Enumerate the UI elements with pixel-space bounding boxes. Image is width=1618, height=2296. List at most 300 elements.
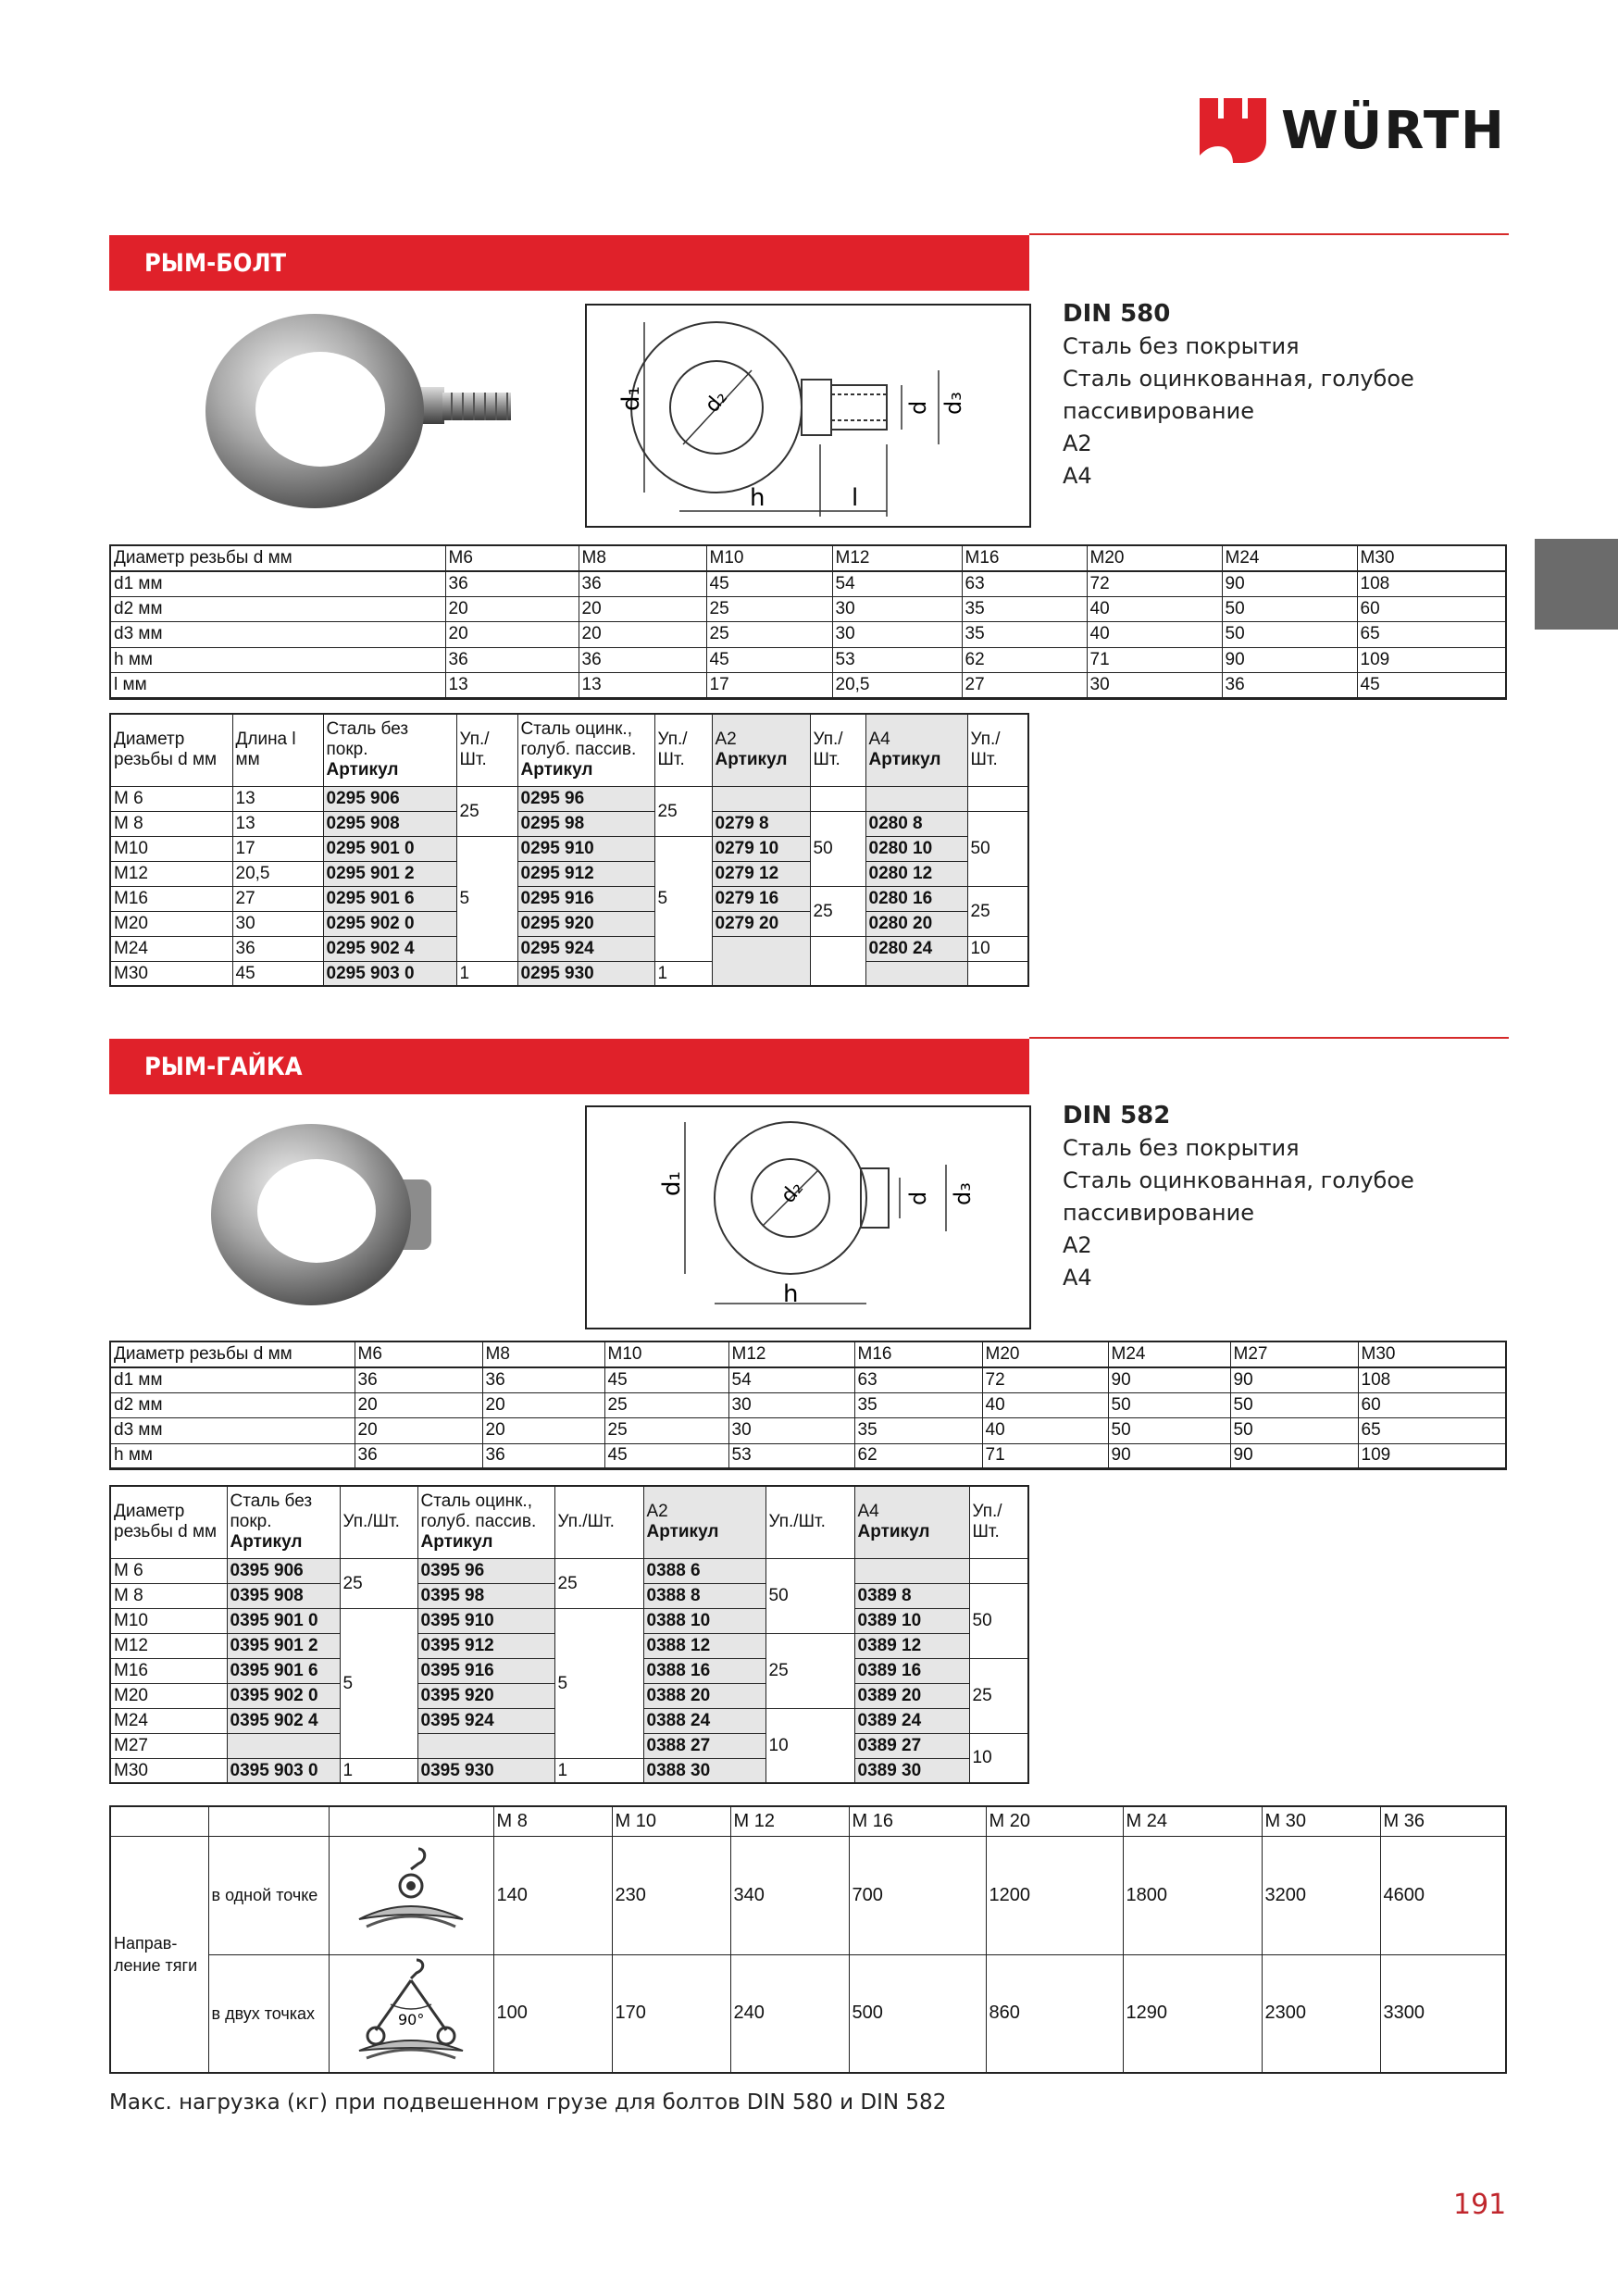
col-steel: Сталь без покр. Артикул <box>227 1486 340 1558</box>
dimension-value: 20 <box>579 622 706 648</box>
dimension-value: 90 <box>1222 571 1357 597</box>
col-pack: Уп./ Шт. <box>967 714 1028 786</box>
dimension-value: 72 <box>982 1367 1108 1393</box>
label-d1: d₁ <box>658 1171 686 1196</box>
dimension-value: 50 <box>1222 596 1357 622</box>
load-caption: Макс. нагрузка (кг) при подвешенном грузе для болтов DIN 580 и DIN 582 <box>109 2090 947 2115</box>
row-label: d3 мм <box>110 1418 355 1444</box>
dimension-value: 60 <box>1358 1392 1506 1418</box>
dimension-value: 30 <box>728 1392 854 1418</box>
cell-article: 0279 20 <box>712 911 810 936</box>
col-steel: Сталь без покр. Артикул <box>323 714 456 786</box>
max-load-table <box>109 1805 1507 2074</box>
table-row <box>110 1392 1506 1418</box>
cell-article: 0295 910 <box>517 836 654 861</box>
dimension-value: 20,5 <box>832 673 962 699</box>
dimension-value: 30 <box>832 622 962 648</box>
table-row <box>110 961 1028 986</box>
dimension-value: 30 <box>728 1418 854 1444</box>
size-header: M 24 <box>1123 1806 1262 1836</box>
dimension-value: M10 <box>604 1341 728 1367</box>
load-value: 1200 <box>986 1836 1123 1954</box>
cell-article: 0395 908 <box>227 1583 340 1608</box>
cell-article: 0395 906 <box>227 1558 340 1583</box>
cell-article <box>865 961 967 986</box>
chapter-tab <box>1535 539 1618 630</box>
cell-pack <box>969 1558 1028 1583</box>
load-value: 230 <box>612 1836 730 1954</box>
cell-dia: M20 <box>110 911 232 936</box>
load-value: 140 <box>493 1836 612 1954</box>
two-points-label: в двух точках <box>208 1954 329 2073</box>
cell-article: 0388 27 <box>643 1733 765 1758</box>
cell-article: 0395 916 <box>417 1658 554 1683</box>
cell-dia: M24 <box>110 936 232 961</box>
eye-bolt-dimensions-table <box>109 544 1507 700</box>
cell-pack: 25 <box>765 1633 854 1708</box>
row-label: d1 мм <box>110 571 445 597</box>
eye-nut-drawing <box>585 1105 1031 1329</box>
dimension-value: 36 <box>355 1443 482 1469</box>
col-zinc: Сталь оцинк., голуб. пассив. Артикул <box>417 1486 554 1558</box>
cell-len: 36 <box>232 936 323 961</box>
dimension-value: 90 <box>1230 1367 1358 1393</box>
cell-pack: 25 <box>969 1658 1028 1733</box>
cell-article: 0279 10 <box>712 836 810 861</box>
cell-pack: 5 <box>554 1608 643 1758</box>
load-value: 4600 <box>1380 1836 1506 1954</box>
cell-pack: 1 <box>554 1758 643 1783</box>
dimension-value: 40 <box>1087 596 1222 622</box>
cell-article: 0388 8 <box>643 1583 765 1608</box>
cell-article: 0280 20 <box>865 911 967 936</box>
direction-label: Направ- ление тяги <box>110 1836 208 2073</box>
cell-article: 0395 901 2 <box>227 1633 340 1658</box>
cell-len: 45 <box>232 961 323 986</box>
dimension-value: 27 <box>962 673 1087 699</box>
dimension-value: M10 <box>706 545 832 571</box>
table-row <box>110 647 1506 673</box>
cell-article <box>227 1733 340 1758</box>
table-row <box>110 596 1506 622</box>
section1-title <box>109 235 1029 291</box>
table-row <box>110 622 1506 648</box>
col-diameter: Диаметр резьбы d мм <box>110 1486 227 1558</box>
dimension-value: M8 <box>482 1341 604 1367</box>
dimension-value: 20 <box>355 1392 482 1418</box>
cell-article: 0395 910 <box>417 1608 554 1633</box>
cell-dia: M12 <box>110 1633 227 1658</box>
dimension-value: M16 <box>854 1341 982 1367</box>
row-label: d1 мм <box>110 1367 355 1393</box>
cell-article: 0395 901 0 <box>227 1608 340 1633</box>
dimension-value: M6 <box>445 545 579 571</box>
cell-article: 0395 924 <box>417 1708 554 1733</box>
cell-pack: 25 <box>810 886 865 936</box>
row-label: d2 мм <box>110 596 445 622</box>
dimension-value: 36 <box>355 1367 482 1393</box>
load-value: 700 <box>849 1836 986 1954</box>
cell-dia: M 6 <box>110 1558 227 1583</box>
dimension-value: 50 <box>1108 1418 1230 1444</box>
eye-bolt-drawing <box>585 304 1031 528</box>
size-header: M 20 <box>986 1806 1123 1836</box>
cell-len: 17 <box>232 836 323 861</box>
din-580-label: DIN 580 <box>1063 300 1171 328</box>
dimension-value: 109 <box>1357 647 1506 673</box>
table-row <box>110 836 1028 861</box>
cell-article: 0280 8 <box>865 811 967 836</box>
cell-dia: M30 <box>110 961 232 986</box>
cell-pack: 25 <box>456 786 517 836</box>
dimension-value: M24 <box>1108 1341 1230 1367</box>
dimension-value: M12 <box>832 545 962 571</box>
dimension-value: 36 <box>579 647 706 673</box>
dimension-value: 30 <box>832 596 962 622</box>
cell-article: 0395 902 0 <box>227 1683 340 1708</box>
dimension-value: 60 <box>1357 596 1506 622</box>
dimension-value: 25 <box>604 1418 728 1444</box>
cell-pack: 25 <box>967 886 1028 936</box>
cell-pack: 5 <box>340 1608 417 1758</box>
cell-pack: 10 <box>765 1708 854 1783</box>
load-value: 500 <box>849 1954 986 2073</box>
label-d1: d₁ <box>617 386 645 411</box>
dimension-value: 35 <box>962 596 1087 622</box>
cell-pack: 25 <box>654 786 712 836</box>
dimension-value: 35 <box>854 1392 982 1418</box>
cell-dia: M20 <box>110 1683 227 1708</box>
cell-dia: M 8 <box>110 811 232 836</box>
section2-description <box>1063 1100 1488 1294</box>
col-a4: A4 Артикул <box>854 1486 969 1558</box>
dimension-value: 45 <box>706 571 832 597</box>
cell-article: 0388 6 <box>643 1558 765 1583</box>
dimension-value: 90 <box>1108 1443 1230 1469</box>
label-h: h <box>750 484 765 512</box>
size-header: M 36 <box>1380 1806 1506 1836</box>
cell-article: 0279 8 <box>712 811 810 836</box>
cell-article: 0389 24 <box>854 1708 969 1733</box>
eye-nut-dimensions-table <box>109 1341 1507 1470</box>
col-pack: Уп./Шт. <box>765 1486 854 1558</box>
dimension-value: 20 <box>482 1418 604 1444</box>
cell-article: 0295 906 <box>323 786 456 811</box>
cell-pack: 50 <box>765 1558 854 1633</box>
brand-name: WÜRTH <box>1281 101 1506 161</box>
dimension-value: 63 <box>854 1367 982 1393</box>
dimension-value: 36 <box>445 647 579 673</box>
section2-title-text: РЫМ-ГАЙКА <box>144 1052 303 1081</box>
dimension-value: 30 <box>1087 673 1222 699</box>
section2-title <box>109 1039 1029 1094</box>
load-value: 2300 <box>1262 1954 1380 2073</box>
size-header: M 30 <box>1262 1806 1380 1836</box>
load-value: 340 <box>730 1836 849 1954</box>
cell-article: 0295 920 <box>517 911 654 936</box>
col-pack: Уп./ Шт. <box>456 714 517 786</box>
table-row <box>110 1341 1506 1367</box>
dimension-value: 13 <box>579 673 706 699</box>
dimension-value: M16 <box>962 545 1087 571</box>
eye-nut-article-table <box>109 1485 1029 1784</box>
cell-article: 0388 30 <box>643 1758 765 1783</box>
dimension-value: M12 <box>728 1341 854 1367</box>
desc-line: пассивирование <box>1063 398 1254 424</box>
dimension-value: 45 <box>706 647 832 673</box>
label-h: h <box>783 1280 799 1308</box>
cell-dia: M30 <box>110 1758 227 1783</box>
table-row <box>110 1836 1506 1954</box>
dimension-value: 35 <box>854 1418 982 1444</box>
cell-article: 0295 901 6 <box>323 886 456 911</box>
label-d: d <box>905 400 931 415</box>
cell-pack: 1 <box>456 961 517 986</box>
cell-article: 0395 903 0 <box>227 1758 340 1783</box>
cell-article: 0395 98 <box>417 1583 554 1608</box>
section1-rule <box>1029 233 1509 235</box>
dimension-value: 36 <box>482 1443 604 1469</box>
cell-article <box>865 786 967 811</box>
col-pack: Уп./Шт. <box>340 1486 417 1558</box>
cell-article: 0388 16 <box>643 1658 765 1683</box>
row-label: h мм <box>110 647 445 673</box>
col-zinc: Сталь оцинк., голуб. пассив. Артикул <box>517 714 654 786</box>
cell-article: 0395 930 <box>417 1758 554 1783</box>
load-value: 1800 <box>1123 1836 1262 1954</box>
page-number: 191 <box>1453 2189 1507 2221</box>
row-label: Диаметр резьбы d мм <box>110 1341 355 1367</box>
cell-article: 0395 920 <box>417 1683 554 1708</box>
col-pack: Уп./ Шт. <box>654 714 712 786</box>
cell-article: 0389 30 <box>854 1758 969 1783</box>
cell-dia: M10 <box>110 836 232 861</box>
cell-article: 0295 901 0 <box>323 836 456 861</box>
cell-article: 0395 96 <box>417 1558 554 1583</box>
cell-pack <box>810 786 865 811</box>
cell-article: 0280 24 <box>865 936 967 961</box>
desc-line: Сталь оцинкованная, голубое <box>1063 366 1414 392</box>
dimension-value: 20 <box>355 1418 482 1444</box>
col-pack: Уп./ Шт. <box>969 1486 1028 1558</box>
dimension-value: 36 <box>482 1367 604 1393</box>
dimension-value: 72 <box>1087 571 1222 597</box>
cell-article: 0280 16 <box>865 886 967 911</box>
table-row <box>110 811 1028 836</box>
row-label: h мм <box>110 1443 355 1469</box>
cell-pack: 50 <box>967 811 1028 886</box>
dimension-value: M6 <box>355 1341 482 1367</box>
table-row <box>110 886 1028 911</box>
table-row <box>110 673 1506 699</box>
cell-article: 0295 901 2 <box>323 861 456 886</box>
cell-article: 0295 98 <box>517 811 654 836</box>
cell-article: 0395 912 <box>417 1633 554 1658</box>
cell-article: 0295 902 0 <box>323 911 456 936</box>
dimension-value: 71 <box>982 1443 1108 1469</box>
cell-len: 20,5 <box>232 861 323 886</box>
dimension-value: 40 <box>982 1418 1108 1444</box>
cell-article: 0295 924 <box>517 936 654 961</box>
two-points-icon <box>329 1954 493 2073</box>
cell-pack: 5 <box>654 836 712 961</box>
dimension-value: 40 <box>1087 622 1222 648</box>
table-row <box>110 571 1506 597</box>
section1-description <box>1063 298 1488 493</box>
dimension-value: M30 <box>1358 1341 1506 1367</box>
cell-len: 27 <box>232 886 323 911</box>
dimension-value: 35 <box>962 622 1087 648</box>
dimension-value: 63 <box>962 571 1087 597</box>
label-d: d <box>905 1191 931 1205</box>
dimension-value: 45 <box>604 1367 728 1393</box>
dimension-value: 20 <box>445 596 579 622</box>
table-row <box>110 861 1028 886</box>
desc-line: A4 <box>1063 1265 1092 1291</box>
cell-pack: 10 <box>969 1733 1028 1783</box>
cell-pack: 25 <box>554 1558 643 1608</box>
cell-article: 0295 916 <box>517 886 654 911</box>
dimension-value: 50 <box>1222 622 1357 648</box>
desc-line: Сталь без покрытия <box>1063 1135 1300 1161</box>
cell-article: 0295 903 0 <box>323 961 456 986</box>
blank-cell <box>110 1806 208 1836</box>
cell-dia: M16 <box>110 886 232 911</box>
size-header: M 16 <box>849 1806 986 1836</box>
dimension-value: 20 <box>482 1392 604 1418</box>
col-a4: A4 Артикул <box>865 714 967 786</box>
table-row <box>110 1367 1506 1393</box>
eye-bolt-photo <box>194 307 518 530</box>
table-row <box>110 936 1028 961</box>
col-pack: Уп./Шт. <box>554 1486 643 1558</box>
dimension-value: 25 <box>706 596 832 622</box>
dimension-value: M20 <box>982 1341 1108 1367</box>
cell-len: 30 <box>232 911 323 936</box>
cell-article: 0395 901 6 <box>227 1658 340 1683</box>
table-row <box>110 1758 1028 1783</box>
label-d2: d₂ <box>701 386 732 418</box>
label-d3: d₃ <box>950 1182 976 1205</box>
cell-len: 13 <box>232 811 323 836</box>
dimension-value: M30 <box>1357 545 1506 571</box>
dimension-value: 62 <box>962 647 1087 673</box>
cell-article <box>417 1733 554 1758</box>
dimension-value: 62 <box>854 1443 982 1469</box>
blank-cell <box>329 1806 493 1836</box>
load-value: 3200 <box>1262 1836 1380 1954</box>
dimension-value: 53 <box>832 647 962 673</box>
cell-article: 0295 902 4 <box>323 936 456 961</box>
cell-article: 0295 96 <box>517 786 654 811</box>
load-value: 170 <box>612 1954 730 2073</box>
cell-pack: 1 <box>654 961 712 986</box>
eye-bolt-article-table <box>109 713 1029 987</box>
cell-pack <box>967 786 1028 811</box>
desc-line: Сталь оцинкованная, голубое <box>1063 1167 1414 1193</box>
wurth-logo-mark <box>1200 98 1266 163</box>
cell-article <box>854 1558 969 1583</box>
cell-article: 0389 20 <box>854 1683 969 1708</box>
cell-article: 0389 16 <box>854 1658 969 1683</box>
dimension-value: 54 <box>728 1367 854 1393</box>
dimension-value: 65 <box>1358 1418 1506 1444</box>
dimension-value: 17 <box>706 673 832 699</box>
table-row <box>110 911 1028 936</box>
dimension-value: 90 <box>1222 647 1357 673</box>
section1-title-text: РЫМ-БОЛТ <box>144 248 287 278</box>
table-row <box>110 1806 1506 1836</box>
dimension-value: M27 <box>1230 1341 1358 1367</box>
dimension-value: M24 <box>1222 545 1357 571</box>
col-a2: A2 Артикул <box>643 1486 765 1558</box>
dimension-value: 53 <box>728 1443 854 1469</box>
load-value: 3300 <box>1380 1954 1506 2073</box>
cell-article: 0388 12 <box>643 1633 765 1658</box>
dimension-value: 108 <box>1357 571 1506 597</box>
cell-dia: M16 <box>110 1658 227 1683</box>
col-length: Длина l мм <box>232 714 323 786</box>
row-label: d2 мм <box>110 1392 355 1418</box>
row-label: l мм <box>110 673 445 699</box>
cell-article <box>712 786 810 811</box>
cell-pack <box>810 936 865 986</box>
dimension-value: M20 <box>1087 545 1222 571</box>
cell-article: 0389 8 <box>854 1583 969 1608</box>
dimension-value: 36 <box>1222 673 1357 699</box>
col-diameter: Диаметр резьбы d мм <box>110 714 232 786</box>
cell-article: 0295 912 <box>517 861 654 886</box>
table-row <box>110 1608 1028 1633</box>
cell-pack: 50 <box>969 1583 1028 1658</box>
dimension-value: 54 <box>832 571 962 597</box>
dimension-value: 90 <box>1108 1367 1230 1393</box>
cell-dia: M 6 <box>110 786 232 811</box>
one-point-label: в одной точке <box>208 1836 329 1954</box>
row-label: d3 мм <box>110 622 445 648</box>
dimension-value: 45 <box>604 1443 728 1469</box>
cell-dia: M 8 <box>110 1583 227 1608</box>
cell-article <box>712 936 810 986</box>
table-row <box>110 1954 1506 2073</box>
dimension-value: 40 <box>982 1392 1108 1418</box>
row-label: Диаметр резьбы d мм <box>110 545 445 571</box>
cell-article: 0295 930 <box>517 961 654 986</box>
dimension-value: 45 <box>1357 673 1506 699</box>
cell-article: 0395 902 4 <box>227 1708 340 1733</box>
cell-article: 0389 27 <box>854 1733 969 1758</box>
load-value: 100 <box>493 1954 612 2073</box>
cell-pack: 5 <box>456 836 517 961</box>
desc-line: A2 <box>1063 430 1092 456</box>
label-d2: d₂ <box>777 1177 808 1208</box>
table-row <box>110 1418 1506 1444</box>
label-d3: d₃ <box>940 392 966 415</box>
dimension-value: 13 <box>445 673 579 699</box>
dimension-value: 90 <box>1230 1443 1358 1469</box>
din-582-label: DIN 582 <box>1063 1102 1171 1129</box>
cell-article: 0389 10 <box>854 1608 969 1633</box>
cell-article: 0280 10 <box>865 836 967 861</box>
size-header: M 12 <box>730 1806 849 1836</box>
load-value: 860 <box>986 1954 1123 2073</box>
table-row <box>110 1443 1506 1469</box>
cell-article: 0388 24 <box>643 1708 765 1733</box>
dimension-value: 71 <box>1087 647 1222 673</box>
cell-article: 0388 10 <box>643 1608 765 1633</box>
dimension-value: 20 <box>579 596 706 622</box>
cell-pack: 50 <box>810 811 865 886</box>
